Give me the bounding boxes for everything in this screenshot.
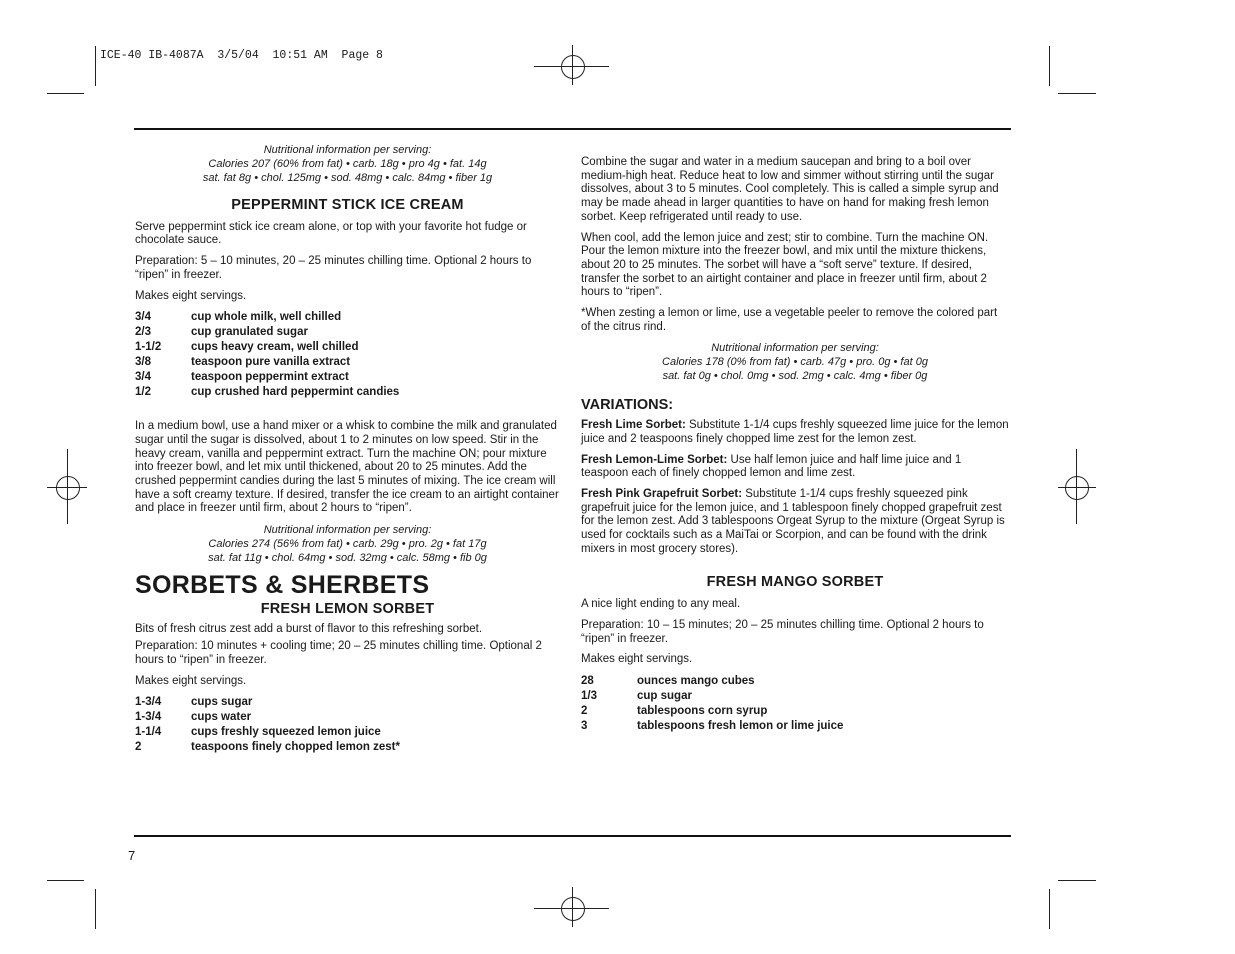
nutrition-info-peppermint bbox=[135, 523, 560, 565]
nutrition-line: Calories 274 (56% from fat) • carb. 29g • pro. 2g • fat 17g bbox=[208, 538, 487, 551]
ingredient-list bbox=[581, 674, 1009, 734]
ingredient-row: 1-1/2 cups heavy cream, well chilled bbox=[135, 341, 359, 354]
ingredient-row: 2 tablespoons corn syrup bbox=[581, 704, 768, 717]
ingredient-row: 2/3 cup granulated sugar bbox=[135, 326, 308, 339]
recipe-method: In a medium bowl, use a hand mixer or a whisk to combine the milk and granulated sugar until the sugar is dissolved, about 1 to 2 minutes on low speed. Stir in the heavy cream, vanilla and peppermint extract. Turn the machine ON; pour mixture into freezer bowl, and let mix until thickened, about 20 to 25 minutes. Add the crushed peppermint candies during the last 5 minutes of mixing. The ice cream will have a soft creamy texture. If desired, transfer the ice cream to an airtight container and place in freezer until firm, about 2 hours to “ripen”. bbox=[135, 420, 559, 515]
crop-mark bbox=[1058, 880, 1096, 881]
zest-note: *When zesting a lemon or lime, use a vegetable peeler to remove the colored part of the citrus rind. bbox=[581, 307, 998, 333]
bottom-rule bbox=[134, 835, 1011, 837]
nutrition-line: sat. fat 8g • chol. 125mg • sod. 48mg • calc. 84mg • fiber 1g bbox=[202, 172, 493, 184]
ingredient-row: 2 teaspoons finely chopped lemon zest* bbox=[135, 741, 400, 754]
printer-slug: ICE-40 IB-4087A 3/5/04 10:51 AM Page 8 bbox=[100, 49, 383, 62]
recipe-prep: Preparation: 10 minutes + cooling time; 20 – 25 minutes chilling time. Optional 2 hours to “ripen” in freezer. bbox=[135, 640, 542, 666]
recipe-title: FRESH MANGO SORBET bbox=[706, 574, 884, 591]
top-rule bbox=[134, 128, 1011, 130]
recipe-intro: Serve peppermint stick ice cream alone, or top with your favorite hot fudge or chocolate sauce. bbox=[135, 220, 527, 247]
recipe-title: PEPPERMINT STICK ICE CREAM bbox=[231, 197, 464, 213]
variation-item: Fresh Lemon-Lime Sorbet: Use half lemon juice and half lime juice and 1 teaspoon each of finely chopped lemon and lime zest. bbox=[581, 453, 962, 480]
nutrition-label: Nutritional information per serving: bbox=[263, 144, 432, 156]
ingredient-row: 1/3 cup sugar bbox=[581, 689, 692, 702]
recipe-intro: Bits of fresh citrus zest add a burst of flavor to this refreshing sorbet. bbox=[135, 622, 483, 635]
nutrition-line: Calories 207 (60% from fat) • carb. 18g • pro 4g • fat. 14g bbox=[208, 158, 487, 170]
recipe-method: When cool, add the lemon juice and zest; stir to combine. Turn the machine ON. Pour the lemon mixture into the freezer bowl, and mix until the mixture thickens, about 20 to 25 minutes. The sorbet will have a “soft serve” texture. If desired, transfer the sorbet to an airtight container and place in freezer until firm, about 2 hours to “ripen”. bbox=[581, 231, 989, 299]
ingredient-list bbox=[135, 695, 560, 755]
crop-mark bbox=[95, 46, 96, 86]
ingredient-list bbox=[135, 310, 560, 400]
crop-mark bbox=[1049, 889, 1050, 929]
recipe-title: FRESH LEMON SORBET bbox=[260, 600, 435, 617]
variation-item: Fresh Pink Grapefruit Sorbet: Substitute 1-1/4 cups freshly squeezed pink grapefruit juice for the lemon juice, and 1 tablespoon finely chopped grapefruit zest for the lemon zest. Add 3 tablespoons Orgeat Syrup to the mixture (Orgeat Syrup is used for cocktails such as a MaiTai or Scorpion, and can be found with the drink mixers in most grocery stores). bbox=[581, 487, 1005, 555]
ingredient-row: 3/4 teaspoon peppermint extract bbox=[135, 371, 349, 384]
recipe-servings: Makes eight servings. bbox=[135, 674, 247, 687]
recipe-servings: Makes eight servings. bbox=[581, 653, 693, 666]
crop-mark bbox=[47, 93, 84, 94]
recipe-intro: A nice light ending to any meal. bbox=[581, 598, 741, 611]
crop-mark bbox=[1049, 46, 1050, 86]
ingredient-row: 1-1/4 cups freshly squeezed lemon juice bbox=[135, 726, 381, 739]
ingredient-row: 1-3/4 cups sugar bbox=[135, 696, 253, 709]
ingredient-row: 1-3/4 cups water bbox=[135, 711, 252, 724]
nutrition-line: Calories 178 (0% from fat) • carb. 47g • pro. 0g • fat 0g bbox=[662, 356, 928, 369]
nutrition-info-vanilla bbox=[135, 143, 560, 185]
right-column bbox=[581, 156, 1009, 734]
left-column bbox=[135, 143, 560, 755]
ingredient-row: 3 tablespoons fresh lemon or lime juice bbox=[581, 719, 844, 732]
recipe-method: Combine the sugar and water in a medium saucepan and bring to a boil over medium-high heat. Reduce heat to low and simmer without stirring until the sugar dissolves, about 3 to 5 minutes. Cool completely. This is called a simple syrup and may be made ahead in larger quantities to have on hand for making fresh lemon sorbet. Keep refrigerated until ready to use. bbox=[581, 156, 999, 223]
nutrition-label: Nutritional information per serving: bbox=[711, 342, 879, 355]
nutrition-line: sat. fat 11g • chol. 64mg • sod. 32mg • calc. 58mg • fib 0g bbox=[208, 552, 487, 565]
crop-mark bbox=[1058, 93, 1096, 94]
nutrition-label: Nutritional information per serving: bbox=[263, 524, 432, 537]
recipe-prep: Preparation: 5 – 10 minutes, 20 – 25 minutes chilling time. Optional 2 hours to “ripen” in freezer. bbox=[135, 255, 532, 281]
nutrition-line: sat. fat 0g • chol. 0mg • sod. 2mg • calc. 4mg • fiber 0g bbox=[662, 370, 928, 383]
section-title: SORBETS & SHERBETS bbox=[135, 571, 430, 600]
ingredient-row: 3/8 teaspoon pure vanilla extract bbox=[135, 356, 351, 369]
recipe-prep: Preparation: 10 – 15 minutes; 20 – 25 minutes chilling time. Optional 2 hours to “ripen” in freezer. bbox=[581, 618, 984, 645]
ingredient-row: 28 ounces mango cubes bbox=[581, 674, 755, 687]
variations-heading: VARIATIONS: bbox=[581, 397, 674, 414]
crop-mark bbox=[95, 889, 96, 929]
nutrition-info-lemon bbox=[581, 341, 1009, 383]
variation-item: Fresh Lime Sorbet: Substitute 1-1/4 cups freshly squeezed lime juice for the lemon juice and 2 teaspoons finely chopped lime zest for the lemon zest. bbox=[581, 419, 1009, 445]
recipe-servings: Makes eight servings. bbox=[135, 289, 247, 302]
page-number: 7 bbox=[128, 848, 136, 863]
crop-mark bbox=[47, 880, 84, 881]
ingredient-row: 1/2 cup crushed hard peppermint candies bbox=[135, 386, 400, 399]
ingredient-row: 3/4 cup whole milk, well chilled bbox=[135, 311, 342, 324]
